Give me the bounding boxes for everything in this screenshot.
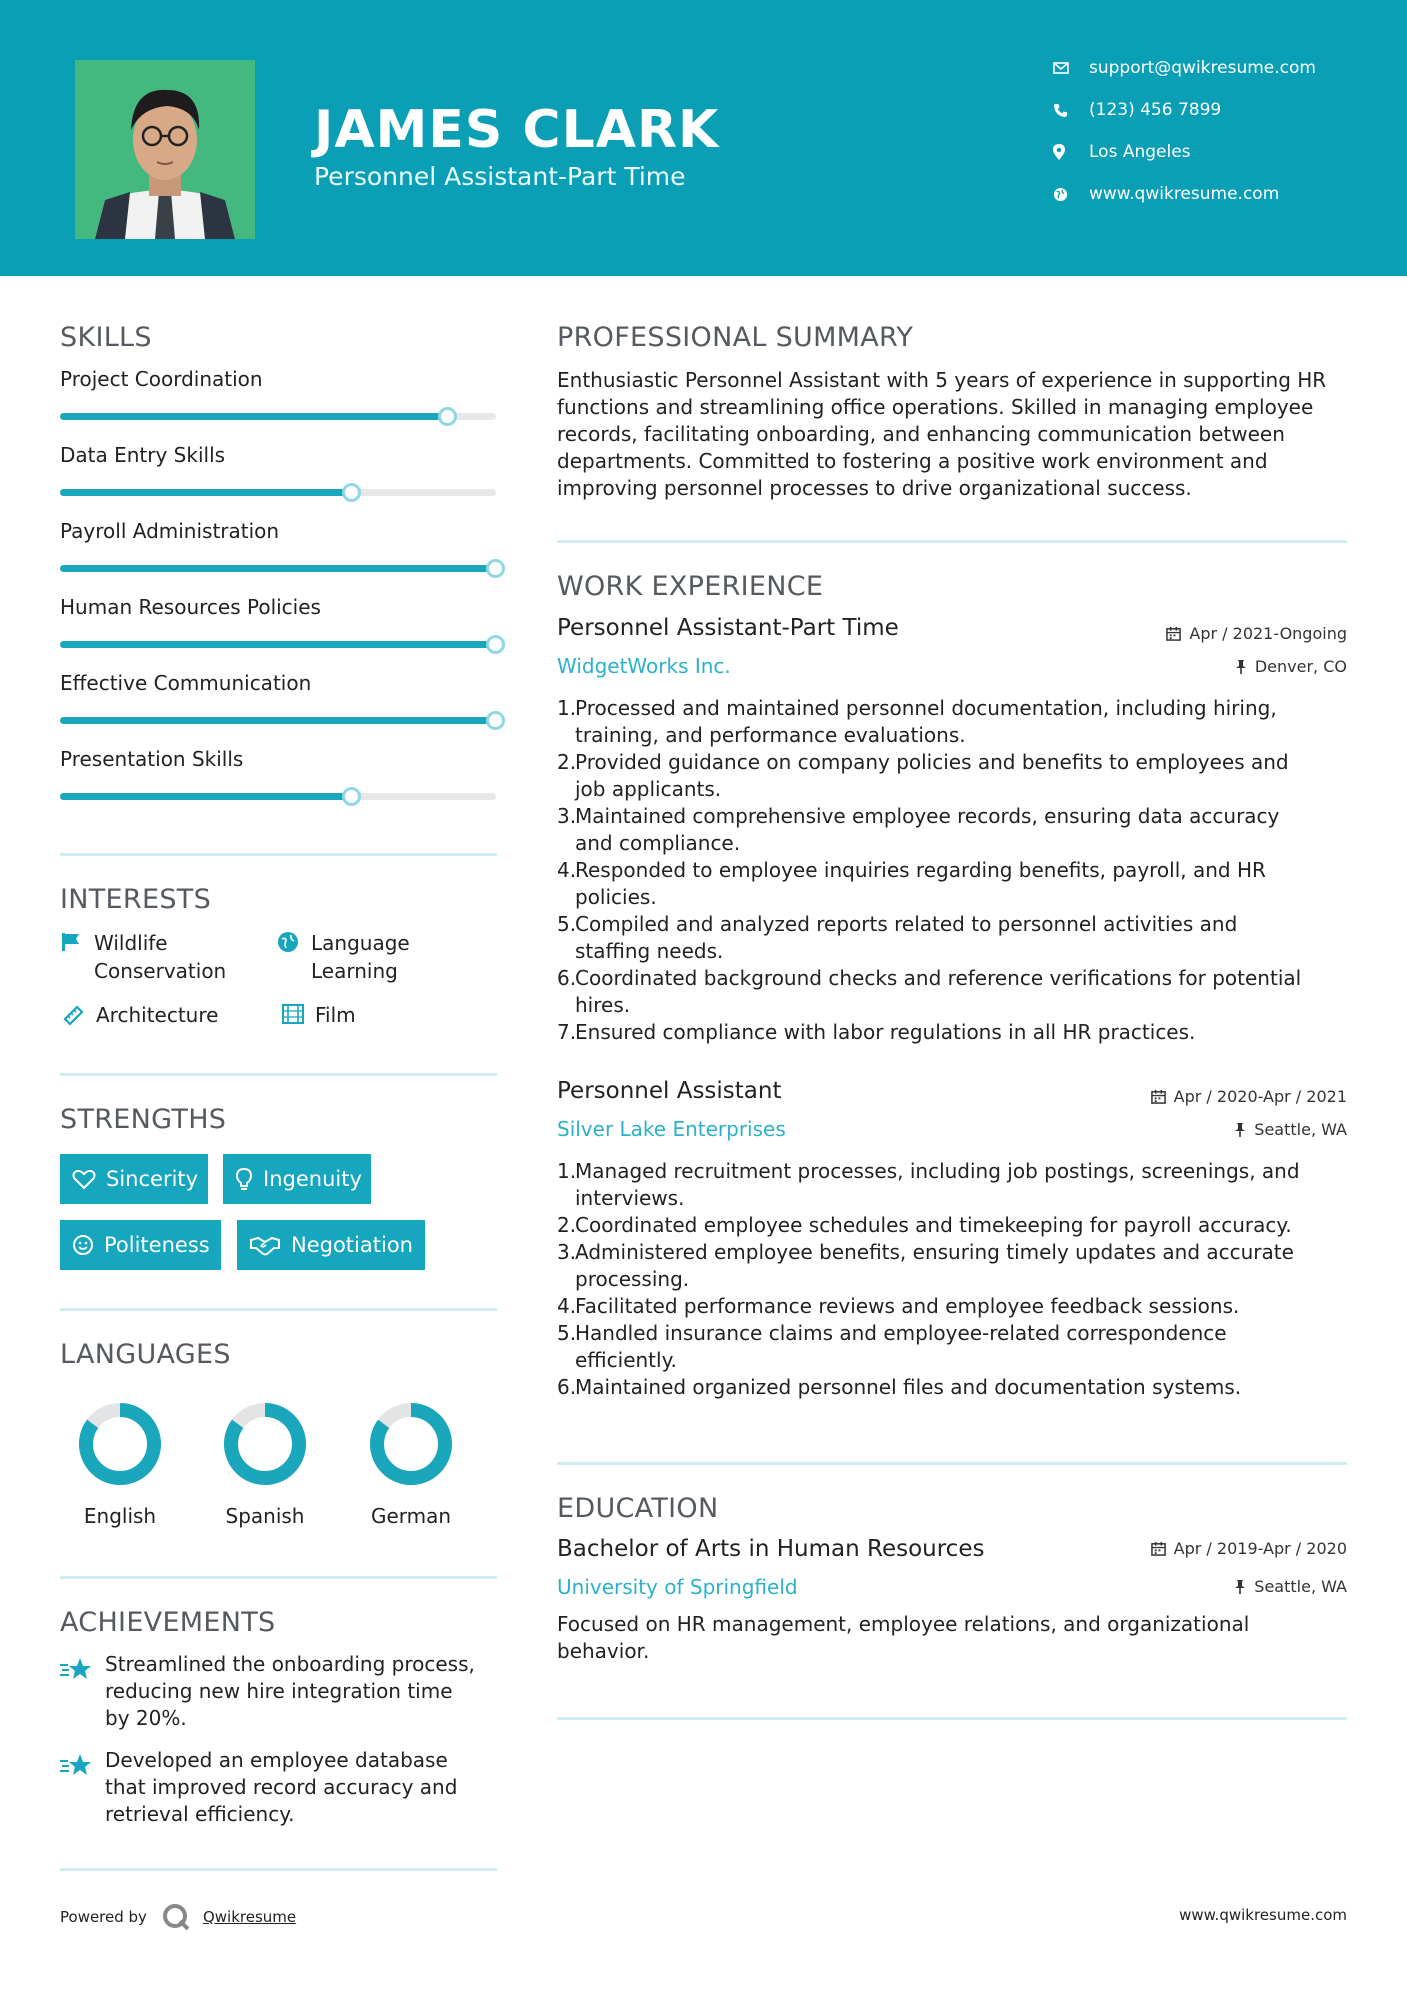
company-name: WidgetWorks Inc.	[557, 654, 731, 678]
flag-icon	[60, 931, 84, 955]
language-level-donut	[77, 1401, 163, 1487]
job-bullet: 6. Coordinated background checks and reference verifications for potential hires.	[557, 966, 1302, 1017]
job-bullet: 1. Managed recruitment processes, including job postings, screenings, and interviews.	[557, 1159, 1300, 1210]
skill-label: Data Entry Skills	[60, 443, 226, 467]
interests-heading: INTERESTS	[60, 884, 212, 915]
job-dates: Apr / 2020-Apr / 2021	[1151, 1087, 1347, 1106]
job-bullet: 2. Coordinated employee schedules and timekeeping for payroll accuracy.	[557, 1213, 1292, 1237]
skill-progress-fill	[60, 717, 496, 724]
qwikresume-logo-icon	[161, 1902, 191, 1932]
divider	[60, 1576, 497, 1579]
skill-progress-bar	[60, 565, 496, 572]
skill-level-knob	[342, 483, 361, 502]
powered-by[interactable]: Powered by Qwikresume	[60, 1902, 296, 1932]
job-bullet: 5. Handled insurance claims and employee-related correspondence efficiently.	[557, 1321, 1227, 1372]
footer-url[interactable]: www.qwikresume.com	[1179, 1906, 1347, 1924]
strength-tag: Negotiation	[237, 1220, 425, 1270]
language-label: Spanish	[225, 1504, 305, 1528]
summary-heading: PROFESSIONAL SUMMARY	[557, 322, 914, 353]
divider	[60, 1308, 497, 1311]
pencil-ruler-icon	[62, 1003, 86, 1027]
handshake-icon	[249, 1234, 281, 1256]
phone-icon	[1053, 103, 1089, 118]
skill-progress-bar	[60, 413, 496, 420]
languages-heading: LANGUAGES	[60, 1339, 231, 1370]
divider	[557, 1462, 1347, 1465]
strength-tag: Politeness	[60, 1220, 221, 1270]
divider	[60, 1868, 497, 1871]
calendar-icon	[1151, 1541, 1166, 1556]
job-location: Denver, CO	[1235, 657, 1347, 676]
job-dates: Apr / 2021-Ongoing	[1166, 624, 1347, 643]
skill-progress-bar	[60, 641, 496, 648]
interest-item: Language Learning	[311, 929, 410, 985]
job-bullet: 5. Compiled and analyzed reports related to personnel activities and staffing needs.	[557, 912, 1238, 963]
skill-level-knob	[486, 635, 505, 654]
resume-header	[0, 0, 1407, 276]
degree-title: Bachelor of Arts in Human Resources	[557, 1536, 985, 1562]
globe-icon	[277, 931, 301, 955]
star-achievement-icon	[60, 1656, 92, 1684]
location-text: Los Angeles	[1089, 142, 1191, 162]
phone-text: (123) 456 7899	[1089, 100, 1222, 120]
achievements-heading: ACHIEVEMENTS	[60, 1607, 276, 1638]
strength-tag: Sincerity	[60, 1154, 208, 1204]
job-bullet-list	[557, 1158, 1347, 1401]
contact-website[interactable]	[1053, 184, 1383, 204]
job-location: Seattle, WA	[1234, 1120, 1347, 1139]
candidate-role: Personnel Assistant-Part Time	[314, 162, 686, 191]
contact-phone[interactable]	[1053, 100, 1383, 120]
profile-photo	[75, 60, 255, 239]
smile-icon	[72, 1234, 94, 1256]
school-name: University of Springfield	[557, 1575, 798, 1599]
skill-progress-bar	[60, 489, 496, 496]
achievement-item: Developed an employee database that improved record accuracy and retrieval efficiency.	[105, 1748, 458, 1826]
job-bullet: 4. Responded to employee inquiries regarding benefits, payroll, and HR policies.	[557, 858, 1266, 909]
film-icon	[281, 1003, 305, 1027]
calendar-icon	[1151, 1089, 1166, 1104]
skills-heading: SKILLS	[60, 322, 152, 353]
language-label: English	[83, 1504, 157, 1528]
strengths-heading: STRENGTHS	[60, 1104, 227, 1135]
interest-item: Wildlife Conservation	[94, 929, 226, 985]
skill-label: Payroll Administration	[60, 519, 280, 543]
job-bullet: 6. Maintained organized personnel files and documentation systems.	[557, 1375, 1242, 1399]
strength-tag: Ingenuity	[223, 1154, 371, 1204]
divider	[557, 1717, 1347, 1720]
globe-icon	[1053, 187, 1089, 202]
skill-progress-fill	[60, 565, 496, 572]
skill-label: Presentation Skills	[60, 747, 244, 771]
skill-label: Effective Communication	[60, 671, 312, 695]
language-level-donut	[222, 1401, 308, 1487]
divider	[557, 540, 1347, 543]
education-location: Seattle, WA	[1234, 1577, 1347, 1596]
brand-link[interactable]: Qwikresume	[202, 1908, 297, 1926]
divider	[60, 853, 497, 856]
interest-item: Architecture	[96, 1001, 218, 1029]
skill-progress-bar	[60, 717, 496, 724]
education-dates: Apr / 2019-Apr / 2020	[1151, 1539, 1347, 1558]
skill-progress-fill	[60, 489, 352, 496]
star-achievement-icon	[60, 1752, 92, 1780]
interest-item: Film	[315, 1001, 356, 1029]
skill-level-knob	[486, 711, 505, 730]
heart-icon	[72, 1168, 96, 1190]
company-name: Silver Lake Enterprises	[557, 1117, 786, 1141]
skill-progress-fill	[60, 413, 448, 420]
summary-text: Enthusiastic Personnel Assistant with 5 years of experience in supporting HR functions and streamlining office operations. Skilled in managing employee records, facilitating onboarding, and enhancing communication between departments. Committed to fostering a positive work environment and improving personnel processes to drive organizational success.	[557, 368, 1327, 500]
job-bullet: 2. Provided guidance on company policies and benefits to employees and job applicants.	[557, 750, 1289, 801]
job-title: Personnel Assistant-Part Time	[557, 615, 899, 641]
achievement-item: Streamlined the onboarding process, reducing new hire integration time by 20%.	[105, 1652, 475, 1730]
mail-icon	[1053, 61, 1089, 75]
candidate-name: JAMES CLARK	[314, 100, 720, 160]
skill-level-knob	[486, 559, 505, 578]
job-bullet: 1. Processed and maintained personnel documentation, including hiring, training, and performance evaluations.	[557, 696, 1277, 747]
skill-progress-fill	[60, 793, 352, 800]
pin-icon	[1235, 659, 1247, 674]
education-heading: EDUCATION	[557, 1493, 719, 1524]
skill-progress-bar	[60, 793, 496, 800]
calendar-icon	[1166, 626, 1181, 641]
skill-label: Project Coordination	[60, 367, 263, 391]
divider	[60, 1073, 497, 1076]
pin-icon	[1234, 1579, 1246, 1594]
job-title: Personnel Assistant	[557, 1078, 782, 1104]
language-level-donut	[368, 1401, 454, 1487]
skill-level-knob	[438, 407, 457, 426]
language-label: German	[370, 1504, 452, 1528]
skill-level-knob	[342, 787, 361, 806]
email-text: support@qwikresume.com	[1089, 58, 1316, 78]
pin-icon	[1234, 1122, 1246, 1137]
job-bullet: 7. Ensured compliance with labor regulations in all HR practices.	[557, 1020, 1196, 1044]
contact-location	[1053, 142, 1383, 162]
job-bullet: 4. Facilitated performance reviews and employee feedback sessions.	[557, 1294, 1240, 1318]
contact-email[interactable]	[1053, 58, 1383, 78]
skill-label: Human Resources Policies	[60, 595, 321, 619]
education-description: Focused on HR management, employee relations, and organizational behavior.	[557, 1612, 1250, 1663]
job-bullet: 3. Administered employee benefits, ensuring timely updates and accurate processing.	[557, 1240, 1294, 1291]
skill-progress-fill	[60, 641, 496, 648]
lightbulb-icon	[235, 1167, 253, 1191]
map-pin-icon	[1053, 144, 1089, 160]
website-text: www.qwikresume.com	[1089, 184, 1280, 204]
experience-heading: WORK EXPERIENCE	[557, 571, 824, 602]
job-bullet: 3. Maintained comprehensive employee records, ensuring data accuracy and compliance.	[557, 804, 1280, 855]
job-bullet-list	[557, 695, 1347, 1046]
